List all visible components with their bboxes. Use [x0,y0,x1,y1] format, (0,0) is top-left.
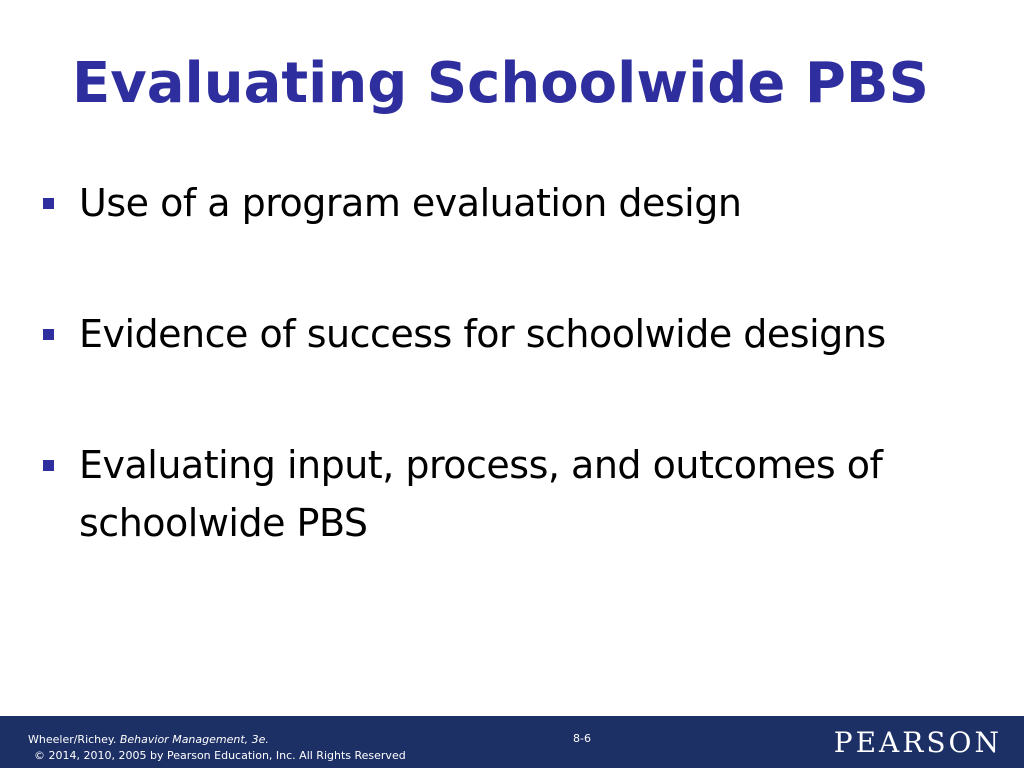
bullet-text: Evidence of success for schoolwide designs [79,312,886,356]
square-bullet-icon [43,198,54,209]
square-bullet-icon [43,460,54,471]
footer-bar [0,716,1024,768]
bullet-item [42,174,982,232]
bullet-text: Evaluating input, process, and outcomes of schoolwide PBS [79,443,883,545]
bullet-list [42,174,982,625]
square-bullet-icon [43,329,54,340]
slide-title: Evaluating Schoolwide PBS [72,51,929,116]
footer-copyright: © 2014, 2010, 2005 by Pearson Education, Inc. All Rights Reserved [34,749,406,762]
footer-authors: Wheeler/Richey. [28,733,120,746]
page-number: 8-6 [573,732,591,745]
pearson-logo: PEARSON [833,726,1002,759]
bullet-text: Use of a program evaluation design [79,181,742,225]
bullet-item [42,436,982,552]
footer-book-title: Behavior Management, 3e. [119,733,269,746]
bullet-item [42,305,982,363]
footer-citation [28,732,406,764]
